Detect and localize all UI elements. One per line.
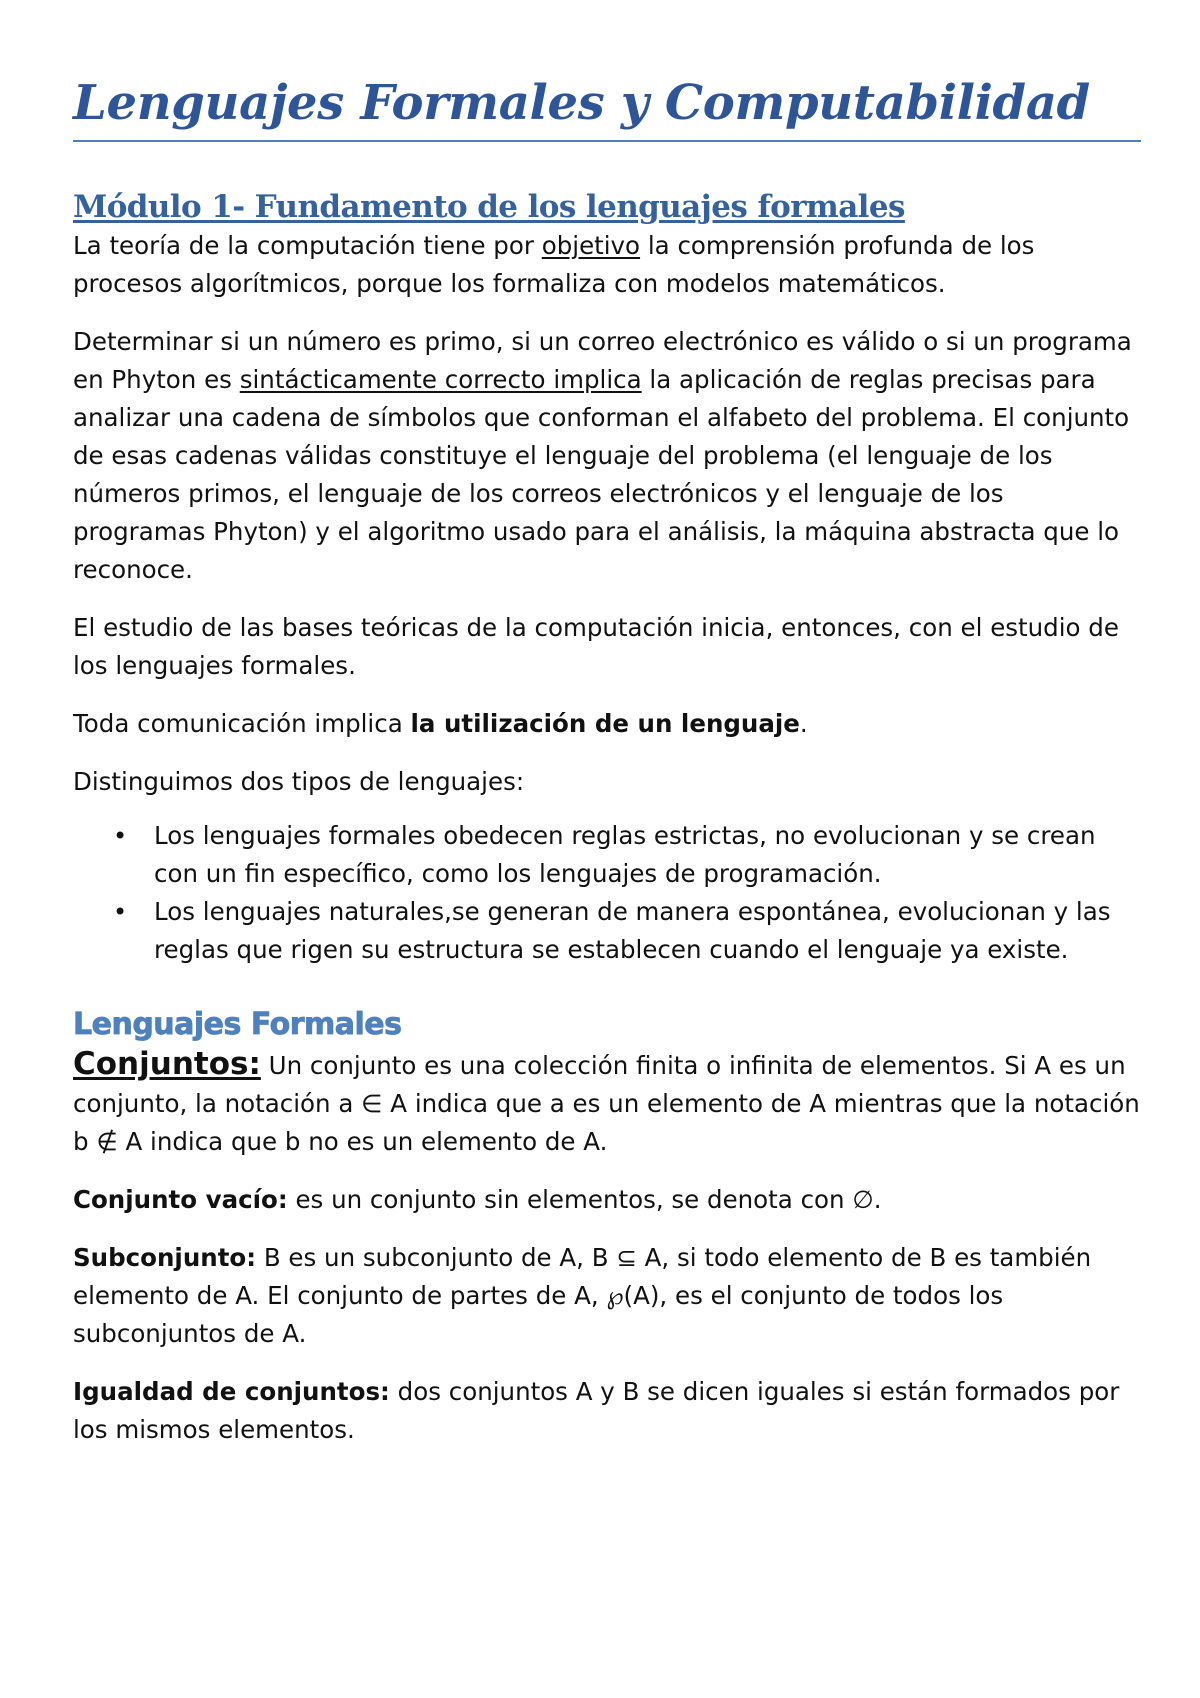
paragraph-determinar bbox=[73, 323, 1141, 589]
paragraph-igualdad bbox=[73, 1373, 1141, 1449]
language-types-list bbox=[73, 817, 1141, 969]
document-title: Lenguajes Formales y Computabilidad bbox=[73, 72, 1141, 142]
paragraph-comunicacion-text-a: Toda comunicación implica bbox=[73, 709, 411, 738]
list-item bbox=[73, 817, 1141, 893]
paragraph-subconjunto bbox=[73, 1239, 1141, 1353]
list-item bbox=[73, 893, 1141, 969]
underlined-objetivo: objetivo bbox=[541, 231, 641, 260]
paragraph-conjuntos bbox=[73, 1045, 1141, 1161]
document-body bbox=[73, 227, 1141, 1449]
paragraph-comunicacion-text-b: . bbox=[799, 709, 808, 738]
term-conjuntos: Conjuntos: bbox=[73, 1046, 261, 1082]
paragraph-intro-text-b: la comprensión profunda de los procesos algorítmicos, porque los formaliza con modelos matemáticos. bbox=[73, 231, 1035, 298]
underlined-sintacticamente: sintácticamente correcto implica bbox=[239, 365, 642, 394]
definition-subconjunto: B es un subconjunto de A, B ⊆ A, si todo elemento de B es también elemento de A. El conjunto de partes de A, ℘(A), es el conjunto de todos los subconjuntos de A. bbox=[73, 1243, 1092, 1348]
definition-conjuntos: Un conjunto es una colección finita o infinita de elementos. Si A es un conjunto, la notación a ∈ A indica que a es un elemento de A mientras que la notación b ∉ A indica que b no es un elemento de A. bbox=[73, 1051, 1140, 1156]
definition-conjunto-vacio: es un conjunto sin elementos, se denota con ∅. bbox=[287, 1185, 882, 1214]
bold-utilizacion: la utilización de un lenguaje bbox=[410, 709, 800, 738]
term-igualdad: Igualdad de conjuntos: bbox=[73, 1377, 390, 1406]
paragraph-intro bbox=[73, 227, 1141, 303]
module-heading: Módulo 1- Fundamento de los lenguajes formales bbox=[73, 189, 905, 225]
paragraph-comunicacion bbox=[73, 705, 1141, 743]
section-heading: Lenguajes Formales bbox=[73, 1007, 402, 1042]
paragraph-estudio: El estudio de las bases teóricas de la computación inicia, entonces, con el estudio de los lenguajes formales. bbox=[73, 613, 1119, 680]
document-content bbox=[73, 72, 1141, 1449]
paragraph-determinar-text-a: Determinar si un número es primo, si un correo electrónico es válido o si un programa en Phyton es bbox=[73, 327, 1132, 394]
term-subconjunto: Subconjunto: bbox=[73, 1243, 257, 1272]
paragraph-distinguimos: Distinguimos dos tipos de lenguajes: bbox=[73, 767, 525, 796]
term-conjunto-vacio: Conjunto vacío: bbox=[73, 1185, 288, 1214]
bullet-icon: • bbox=[113, 898, 128, 926]
definition-igualdad: dos conjuntos A y B se dicen iguales si están formados por los mismos elementos. bbox=[73, 1377, 1120, 1444]
bullet-icon: • bbox=[113, 822, 128, 850]
paragraph-vacio bbox=[73, 1181, 1141, 1219]
paragraph-intro-text-a: La teoría de la computación tiene por bbox=[73, 231, 542, 260]
list-item-text: Los lenguajes formales obedecen reglas estrictas, no evolucionan y se crean con un fin específico, como los lenguajes de programación. bbox=[154, 821, 1096, 888]
paragraph-determinar-text-b: la aplicación de reglas precisas para analizar una cadena de símbolos que conforman el alfabeto del problema. El conjunto de esas cadenas válidas constituye el lenguaje del problema (el lenguaje de los números primos, el lenguaje de los correos electrónicos y el lenguaje de los programas Phyton) y el algoritmo usado para el análisis, la máquina abstracta que lo reconoce. bbox=[73, 365, 1130, 584]
list-item-text: Los lenguajes naturales,se generan de manera espontánea, evolucionan y las reglas que rigen su estructura se establecen cuando el lenguaje ya existe. bbox=[154, 897, 1111, 964]
